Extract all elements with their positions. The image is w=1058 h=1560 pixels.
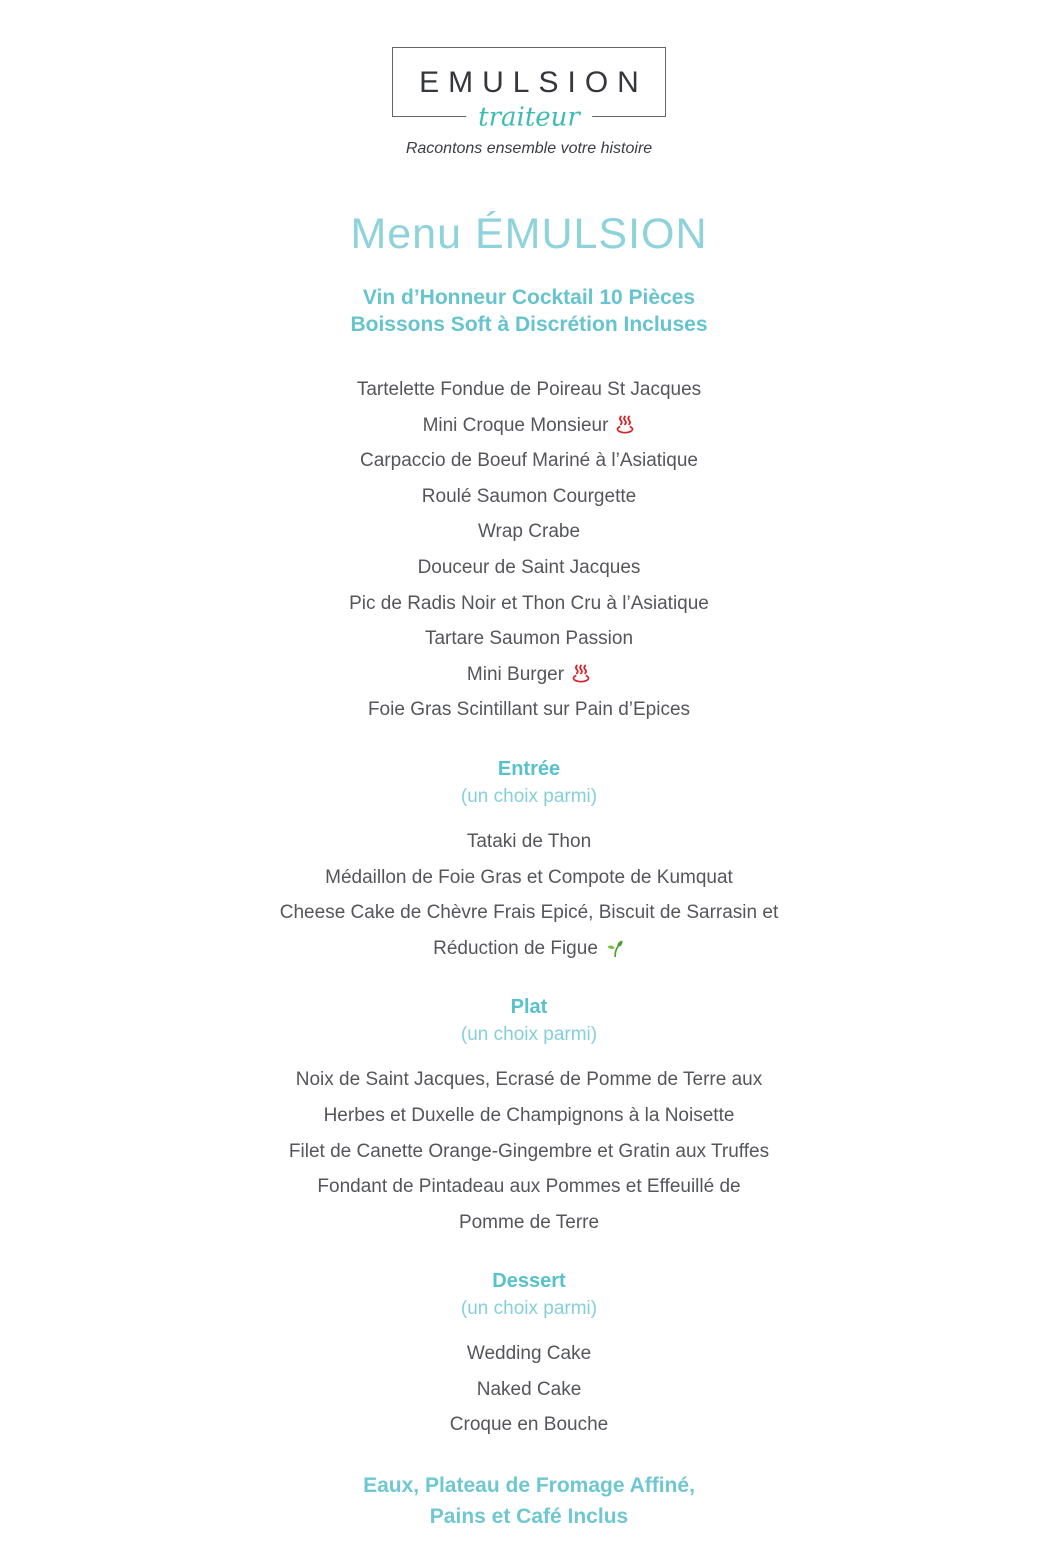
menu-item-text: Foie Gras Scintillant sur Pain d’Epices	[367, 699, 691, 721]
menu-item	[0, 931, 1058, 967]
intro-line: Vin d’Honneur Cocktail 10 Pièces	[362, 286, 696, 309]
menu-item-text: Croque en Bouche	[449, 1414, 609, 1436]
menu-item	[0, 586, 1058, 622]
menu-item-text: Réduction de Figue	[433, 937, 598, 959]
intro	[0, 284, 1058, 338]
menu-item	[0, 1062, 1058, 1098]
menu-item	[0, 550, 1058, 586]
section-title: Entrée	[497, 757, 561, 780]
footer-line: Pains et Café Inclus	[429, 1505, 629, 1529]
menu-item	[0, 860, 1058, 896]
menu-item-text: Naked Cake	[476, 1378, 582, 1400]
section-entree	[0, 756, 1058, 966]
menu-item-text: Fondant de Pintadeau aux Pommes et Effeuillé de	[317, 1176, 741, 1198]
menu-item	[0, 514, 1058, 550]
menu-item	[0, 1134, 1058, 1170]
section-dessert	[0, 1268, 1058, 1443]
logo-box	[392, 47, 666, 133]
footer-line: Eaux, Plateau de Fromage Affiné,	[363, 1474, 695, 1498]
hot-springs-icon	[608, 408, 635, 444]
seedling-icon	[598, 931, 625, 967]
footer-note	[0, 1470, 1058, 1560]
logo-brand: EMULSION	[419, 66, 648, 99]
menu-item	[0, 895, 1058, 931]
menu-item	[0, 443, 1058, 479]
menu-item-text: Herbes et Duxelle de Champignons à la Noisette	[323, 1104, 735, 1126]
menu-item	[0, 692, 1058, 728]
menu-item	[0, 1372, 1058, 1408]
menu-item	[0, 408, 1058, 444]
section-title: Dessert	[492, 1270, 566, 1293]
menu-item	[0, 621, 1058, 657]
menu-item-text: Tartelette Fondue de Poireau St Jacques	[356, 379, 702, 400]
section-note: (un choix parmi)	[460, 1298, 598, 1320]
section-note: (un choix parmi)	[460, 1024, 598, 1046]
logo-script: traiteur	[466, 104, 592, 130]
cocktail-list	[0, 372, 1058, 728]
menu-item-text: Noix de Saint Jacques, Ecrasé de Pomme de Terre aux	[295, 1069, 763, 1091]
logo-tagline: Racontons ensemble votre histoire	[405, 140, 653, 157]
hot-springs-icon	[564, 657, 591, 693]
menu-sections	[0, 756, 1058, 1443]
section-title: Plat	[510, 996, 548, 1019]
menu-item-text: Pic de Radis Noir et Thon Cru à l’Asiatique	[349, 592, 709, 614]
menu-item-text: Tataki de Thon	[466, 830, 592, 852]
section-item-list	[0, 1336, 1058, 1443]
menu-item-text: Mini Burger	[466, 663, 565, 685]
menu-item	[0, 1205, 1058, 1241]
menu-item	[0, 1407, 1058, 1443]
menu-item-text: Mini Croque Monsieur	[422, 414, 609, 436]
section-item-list	[0, 824, 1058, 966]
menu-item	[0, 372, 1058, 408]
menu-item	[0, 1169, 1058, 1205]
menu-item-text: Douceur de Saint Jacques	[417, 556, 641, 578]
section-plat	[0, 994, 1058, 1240]
menu-item	[0, 1098, 1058, 1134]
menu-item-text: Carpaccio de Boeuf Mariné à l’Asiatique	[360, 450, 698, 472]
menu-item-text: Cheese Cake de Chèvre Frais Epicé, Biscuit de Sarrasin et	[279, 902, 779, 924]
section-note: (un choix parmi)	[460, 785, 598, 807]
section-item-list	[0, 1062, 1058, 1240]
menu-item-text: Roulé Saumon Courgette	[421, 485, 637, 507]
menu-item	[0, 479, 1058, 515]
menu-item-text: Pomme de Terre	[458, 1211, 600, 1233]
menu-item	[0, 1336, 1058, 1372]
menu-item	[0, 657, 1058, 693]
intro-line: Boissons Soft à Discrétion Incluses	[350, 313, 708, 336]
menu-item-text: Médaillon de Foie Gras et Compote de Kumquat	[325, 866, 733, 888]
menu-item-text: Filet de Canette Orange-Gingembre et Gratin aux Truffes	[288, 1140, 770, 1162]
page-title: Menu ÉMULSION	[350, 210, 708, 258]
menu-item-text: Wedding Cake	[466, 1343, 592, 1365]
menu-item-text: Wrap Crabe	[477, 521, 581, 543]
menu-item	[0, 824, 1058, 860]
menu-item-text: Tartare Saumon Passion	[424, 628, 634, 650]
logo	[0, 47, 1058, 158]
